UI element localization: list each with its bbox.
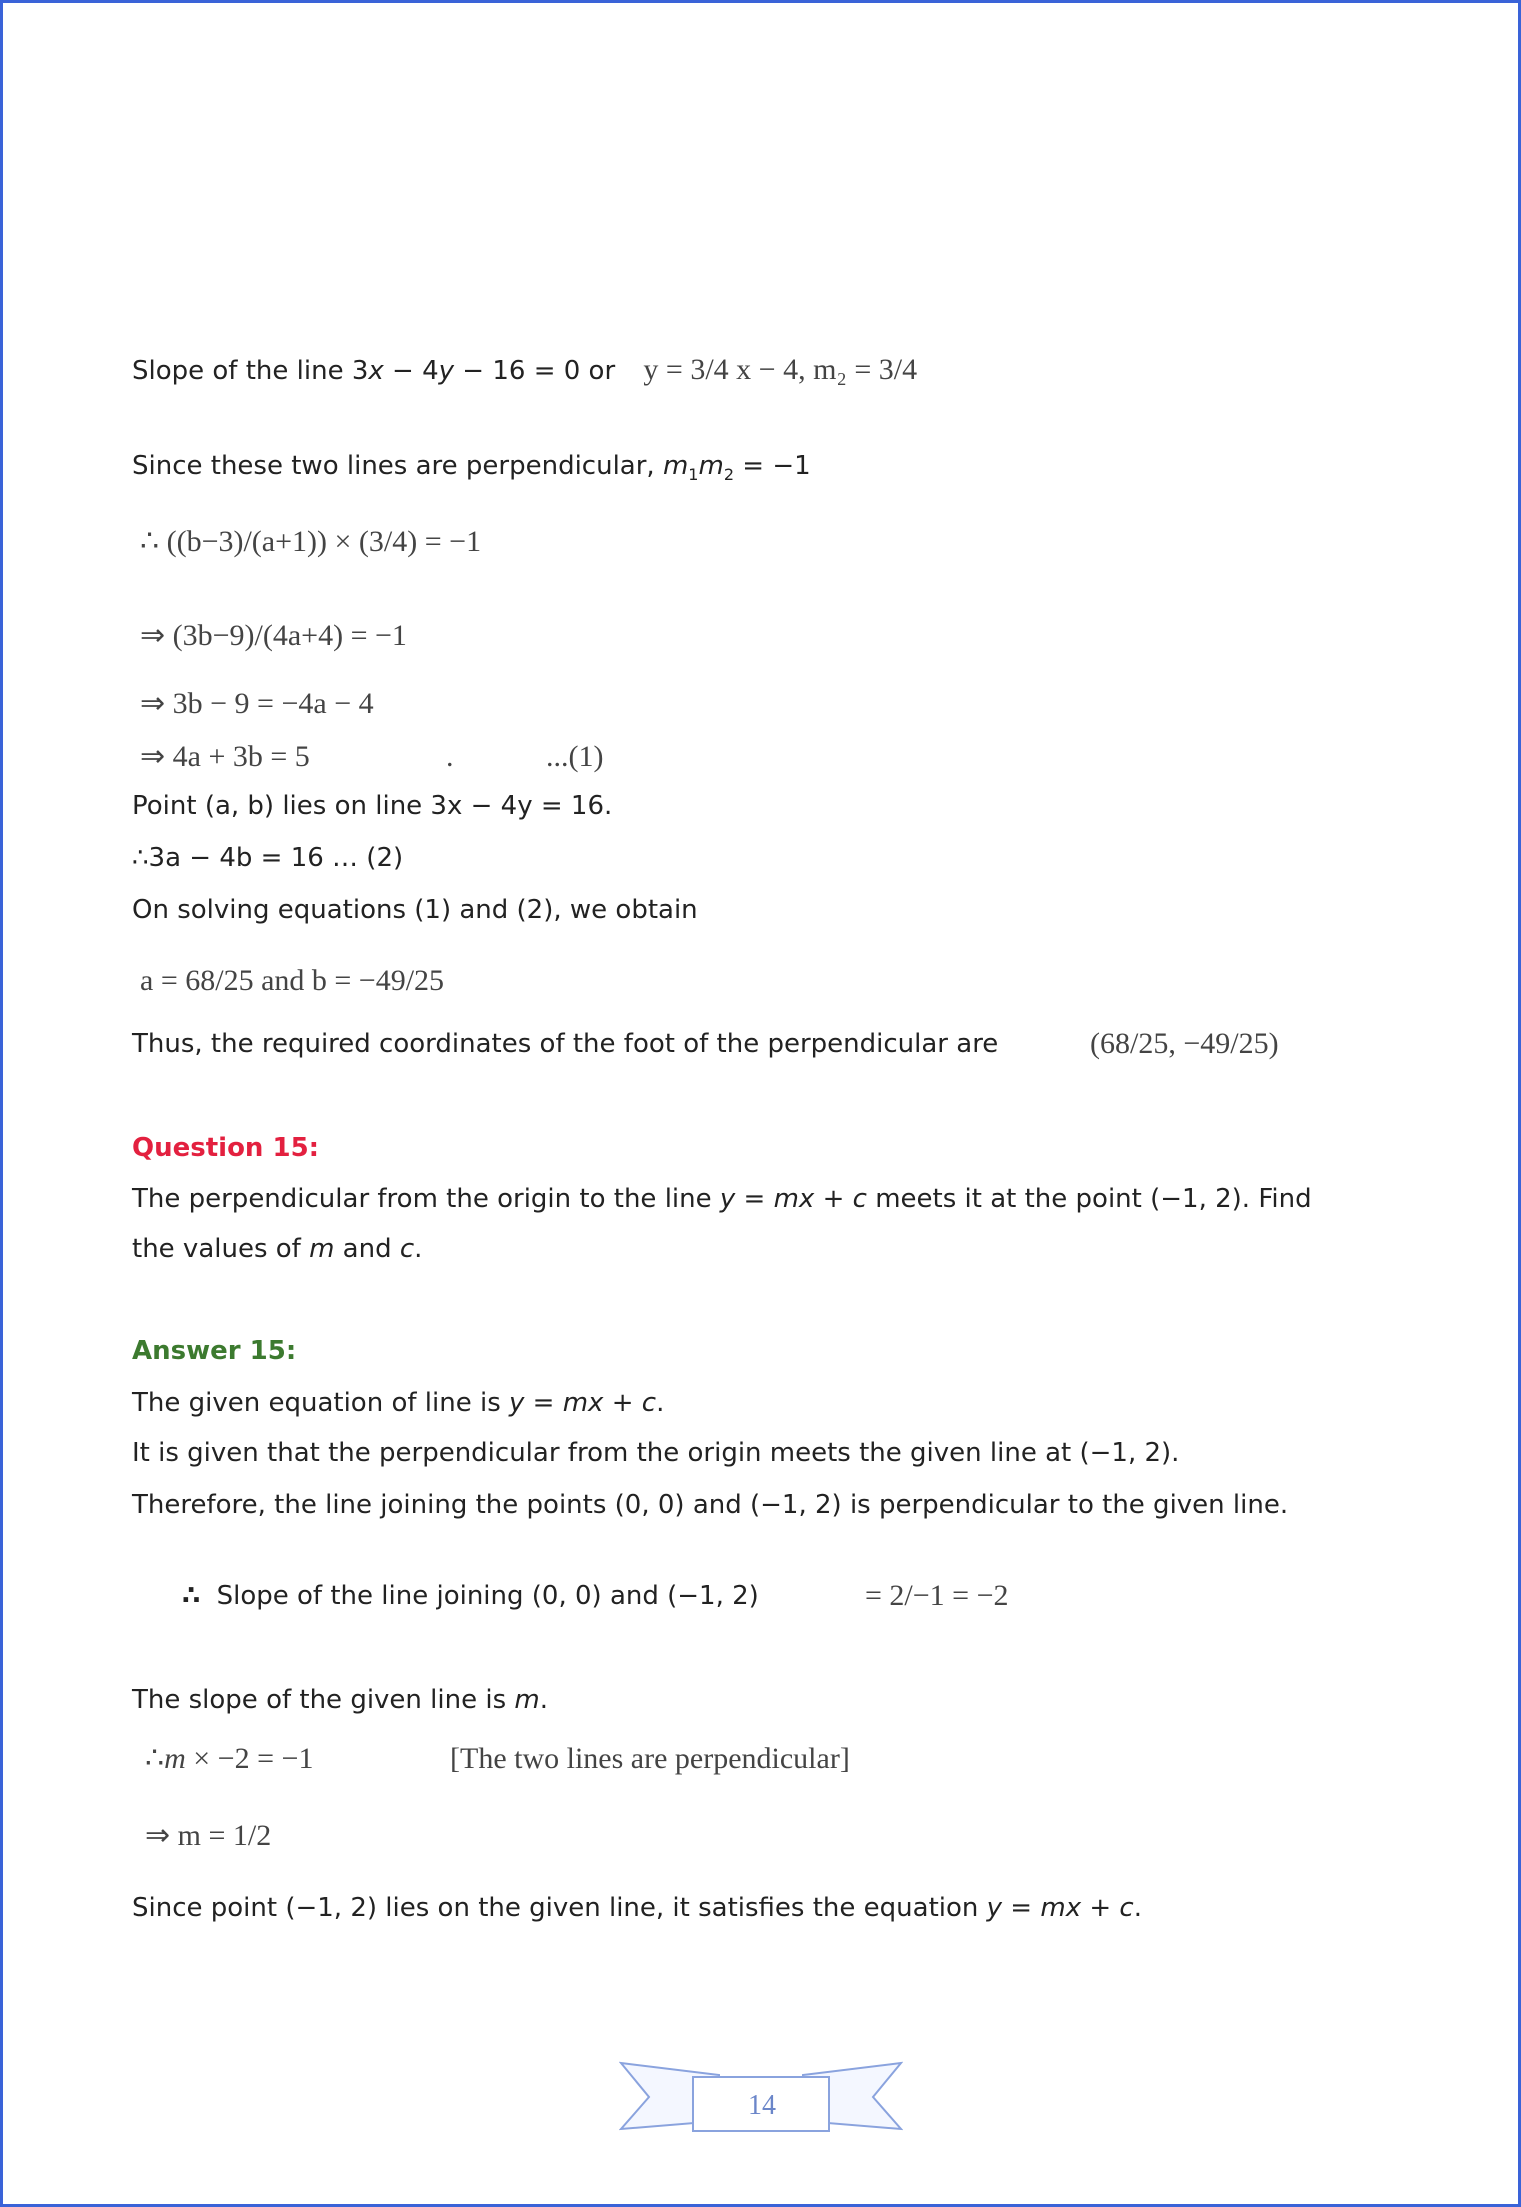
- step-1: ∴ ((b−3)/(a+1)) × (3/4) = −1: [140, 525, 482, 558]
- foot-coordinates: (68/25, −49/25): [1090, 1027, 1279, 1060]
- answer-line-3: Therefore, the line joining the points (0, 0) and (−1, 2) is perpendicular to the given line.: [132, 1490, 1289, 1520]
- equation-2: ∴3a − 4b = 16 … (2): [132, 843, 404, 873]
- step-3: ⇒ 3b − 9 = −4a − 4: [140, 687, 374, 720]
- answer-line-6: ∴ m × −2 = −1: [145, 1742, 314, 1775]
- question-text-2: the values of m and c.: [132, 1234, 423, 1264]
- question-label: Question 15:: [132, 1133, 320, 1163]
- answer-line-7: ⇒ m = 1/2: [145, 1819, 272, 1852]
- answer-line-4: ∴ Slope of the line joining (0, 0) and (−1, 2): [182, 1581, 759, 1611]
- point-on-line: Point (a, b) lies on line 3x − 4y = 16.: [132, 791, 613, 821]
- answer-line-2: It is given that the perpendicular from the origin meets the given line at (−1, 2).: [132, 1438, 1180, 1468]
- answer-line-1: The given equation of line is y = mx + c.: [132, 1388, 665, 1418]
- slope-value: = 2/−1 = −2: [865, 1579, 1009, 1612]
- perpendicular-note: [The two lines are perpendicular]: [450, 1742, 850, 1775]
- slope-equation: y = 3/4 x − 4, m₂ = 3/4: [643, 353, 918, 386]
- slope-line: [132, 352, 917, 389]
- answer-line-8: Since point (−1, 2) lies on the given line, it satisfies the equation y = mx + c.: [132, 1893, 1142, 1923]
- slope-line-text: Slope of the line 3x − 4y − 16 = 0 or: [132, 356, 616, 386]
- answer-label: Answer 15:: [132, 1336, 297, 1366]
- step-2: ⇒ (3b−9)/(4a+4) = −1: [140, 619, 407, 652]
- equation-tag-1: ...(1): [546, 740, 604, 773]
- step-4-eq: ⇒ 4a + 3b = 5: [140, 740, 310, 773]
- perpendicular-condition: Since these two lines are perpendicular, $m_1m_2 = -1$: [132, 451, 811, 485]
- solution: a = 68/25 and b = −49/25: [140, 964, 445, 997]
- answer-line-5: The slope of the given line is m.: [132, 1685, 548, 1715]
- conclusion: [132, 1026, 998, 1062]
- slope-joining-text: Slope of the line joining (0, 0) and (−1, 2): [216, 1581, 759, 1611]
- solving-text: On solving equations (1) and (2), we obtain: [132, 895, 698, 925]
- step-4: ⇒ 4a + 3b = 5 . ...(1): [140, 740, 604, 773]
- question-text-1: The perpendicular from the origin to the line y = mx + c meets it at the point (−1, 2). Find: [132, 1184, 1312, 1214]
- page-number: 14: [748, 2090, 776, 2121]
- conclusion-text: Thus, the required coordinates of the foot of the perpendicular are: [132, 1029, 999, 1059]
